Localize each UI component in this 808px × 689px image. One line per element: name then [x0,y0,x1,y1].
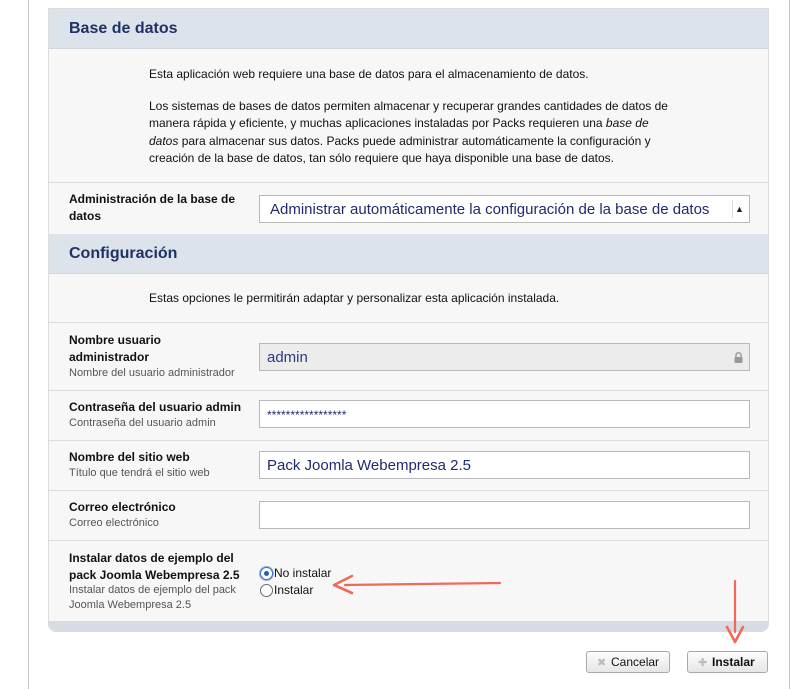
config-section-header [49,234,768,274]
divider [49,322,768,323]
admin-pass-input[interactable] [259,400,750,428]
radio-install[interactable] [260,584,273,597]
admin-user-sub: Nombre del usuario administrador [69,367,235,379]
db-admin-select-value: Administrar automáticamente la configuración de la base de datos [270,201,710,218]
divider [49,182,768,183]
divider [49,440,768,441]
divider [49,490,768,491]
email-label: Correo electrónico [69,500,176,514]
database-desc-line4 [149,133,668,151]
database-desc-line2: Los sistemas de bases de datos permiten almacenar y recuperar grandes cantidades de datos de [149,98,668,113]
sample-data-sub [69,583,236,613]
cancel-button[interactable] [586,651,670,673]
site-name-label: Nombre del sitio web [69,450,190,464]
radio-install-label[interactable]: Instalar [274,583,314,597]
desc-italic: datos [149,133,179,148]
database-description [149,66,668,168]
site-name-sub: Título que tendrá el sitio web [69,467,210,479]
divider [49,540,768,541]
admin-user-label-line2: administrador [69,349,150,364]
panel-bottom-bar [49,621,768,631]
db-admin-label-line2: datos [69,208,102,223]
divider [49,390,768,391]
radio-no-install-label[interactable]: No instalar [274,566,332,580]
config-section-title: Configuración [69,245,178,262]
admin-pass-label: Contraseña del usuario admin [69,400,242,414]
admin-user-label [69,332,161,365]
lock-icon [734,352,743,363]
install-button[interactable] [687,651,768,673]
radio-no-install[interactable] [260,567,273,580]
admin-pass-sub: Contraseña del usuario admin [69,417,216,429]
database-desc-line3 [149,115,668,133]
database-section-title: Base de datos [69,20,178,37]
sample-data-label [69,550,240,583]
install-panel [48,8,769,632]
desc-italic: base de [605,116,649,130]
database-section-header [49,9,768,49]
cancel-label: Cancelar [611,655,660,669]
admin-user-value: admin [267,349,308,366]
admin-pass-value: ***************** [267,408,347,422]
site-name-input[interactable] [259,451,750,479]
install-label: Instalar [712,655,755,669]
db-admin-label [69,191,235,224]
desc-text: manera rápida y eficiente, y muchas aplicaciones instaladas por Packs requieren una [149,116,606,130]
db-admin-select[interactable] [259,195,750,223]
sample-data-label-line1: Instalar datos de ejemplo del [69,551,234,565]
admin-user-input [259,343,750,371]
sample-data-label-line2: pack Joomla Webempresa 2.5 [69,567,240,582]
sample-data-sub-line1: Instalar datos de ejemplo del pack [69,584,236,596]
db-admin-label-line1: Administración de la base de [69,192,236,206]
desc-text: para almacenar sus datos. Packs puede administrar automáticamente la configuración y [178,133,651,148]
close-icon: ✖ [597,657,607,669]
database-desc-line1: Esta aplicación web requiere una base de datos para el almacenamiento de datos. [149,67,589,81]
admin-user-label-line1: Nombre usuario [69,333,162,347]
config-description: Estas opciones le permitirán adaptar y personalizar esta aplicación instalada. [149,291,560,305]
sample-data-sub-line2: Joomla Webempresa 2.5 [69,599,192,611]
select-arrow-icon[interactable]: ▲ [732,200,746,218]
email-input[interactable] [259,501,750,529]
database-desc-line5: creación de la base de datos, tan sólo requiere que haya disponible una base de datos. [149,151,614,165]
email-sub: Correo electrónico [69,517,159,529]
plus-icon: ✚ [698,657,708,669]
site-name-value: Pack Joomla Webempresa 2.5 [267,457,471,474]
